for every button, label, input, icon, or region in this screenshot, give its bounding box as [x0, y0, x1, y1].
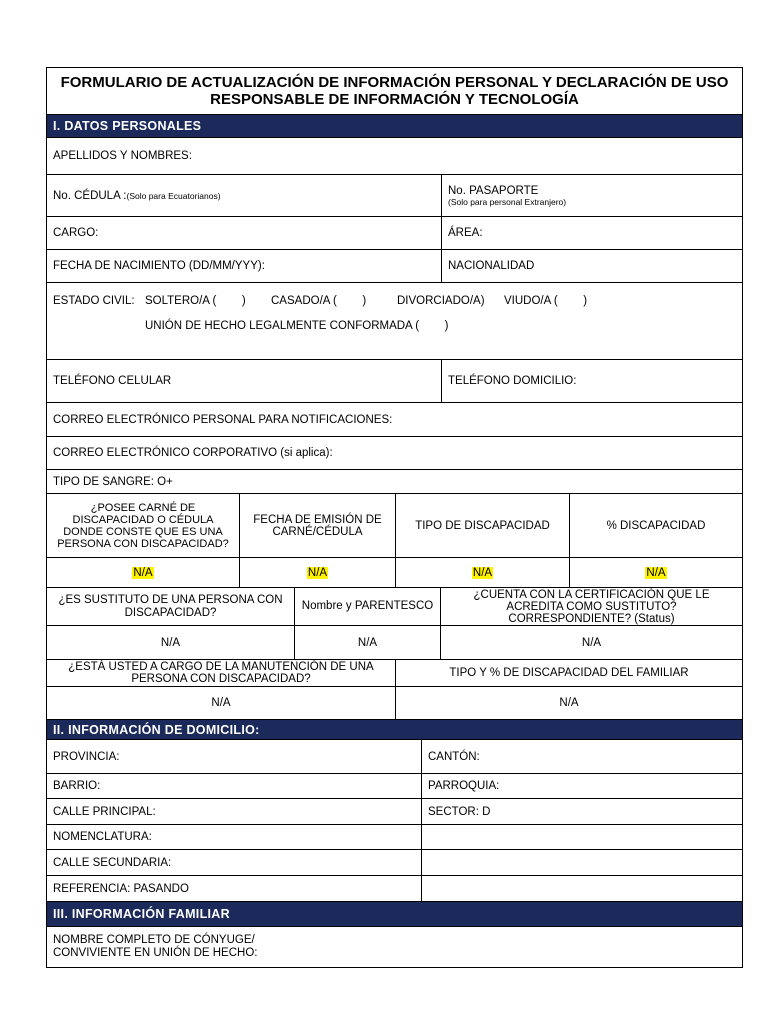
disc-value-tipo-text: N/A — [472, 566, 493, 579]
option-union-hecho[interactable]: UNIÓN DE HECHO LEGALMENTE CONFORMADA ( ) — [145, 320, 449, 332]
pasaporte-label: No. PASAPORTE — [448, 184, 539, 197]
row-cedula-pasaporte — [47, 175, 742, 217]
row-manutencion-values — [47, 687, 742, 720]
nacionalidad-field[interactable]: NACIONALIDAD — [441, 250, 742, 282]
fecha-nacimiento-field[interactable]: FECHA DE NACIMIENTO (DD/MM/YYY): — [53, 260, 265, 272]
section-title: II. INFORMACIÓN DE DOMICILIO: — [47, 720, 742, 739]
row-manutencion-headers — [47, 660, 742, 687]
calle-secundaria-empty-cell — [421, 850, 742, 875]
disc-value-fecha-text: N/A — [307, 566, 328, 579]
referencia-field[interactable]: REFERENCIA: PASANDO — [53, 882, 189, 895]
conyuge-label-line2: CONVIVIENTE EN UNIÓN DE HECHO: — [53, 947, 258, 959]
parroquia-field[interactable]: PARROQUIA: — [421, 774, 742, 798]
sust-header-certificacion: ¿CUENTA CON LA CERTIFICACIÓN QUE LE ACREDITA COMO SUSTITUTO? CORRESPONDIENTE? (Status) — [440, 588, 742, 625]
sust-header-sustituto: ¿ES SUSTITUTO DE UNA PERSONA CON DISCAPACIDAD? — [58, 593, 283, 619]
row-discapacidad-headers — [47, 494, 742, 558]
cedula-label: No. CÉDULA : — [53, 189, 127, 202]
row-telefonos — [47, 360, 742, 403]
tipo-sangre-field[interactable]: TIPO DE SANGRE: O+ — [53, 475, 173, 488]
row-estado-civil — [47, 283, 742, 360]
section-title: III. INFORMACIÓN FAMILIAR — [47, 902, 742, 926]
manut-value-tipo[interactable]: N/A — [395, 687, 742, 719]
section-title: I. DATOS PERSONALES — [47, 115, 742, 137]
row-calle-secundaria — [47, 850, 742, 876]
nomenclatura-field[interactable]: NOMENCLATURA: — [53, 831, 152, 843]
canton-field[interactable]: CANTÓN: — [421, 740, 742, 773]
row-tipo-sangre — [47, 470, 742, 494]
nomenclatura-empty-cell — [421, 825, 742, 849]
correo-personal-field[interactable]: CORREO ELECTRÓNICO PERSONAL PARA NOTIFICACIONES: — [53, 413, 393, 426]
sector-field[interactable]: SECTOR: D — [421, 799, 742, 824]
area-field[interactable]: ÁREA: — [441, 217, 742, 249]
row-correo-corporativo — [47, 437, 742, 470]
estado-civil-label: ESTADO CIVIL: — [53, 295, 135, 307]
disc-value-carne-text: N/A — [133, 566, 153, 579]
cedula-note: (Solo para Ecuatorianos) — [126, 190, 221, 201]
estado-civil-field[interactable] — [47, 283, 742, 359]
telefono-domicilio-field[interactable]: TELÉFONO DOMICILIO: — [441, 360, 742, 402]
calle-principal-field[interactable]: CALLE PRINCIPAL: — [53, 805, 156, 818]
row-calle-sector — [47, 799, 742, 825]
row-conyuge — [47, 927, 742, 967]
section-header-familiar — [47, 902, 742, 927]
disc-value-fecha[interactable] — [239, 558, 395, 587]
option-divorciado[interactable]: DIVORCIADO/A) — [397, 295, 485, 307]
row-fecha-nacionalidad — [47, 250, 742, 283]
row-discapacidad-values — [47, 558, 742, 588]
sust-value-certificacion[interactable]: N/A — [440, 626, 742, 659]
disc-header-tipo: TIPO DE DISCAPACIDAD — [395, 494, 569, 557]
row-barrio-parroquia — [47, 774, 742, 799]
form-title: FORMULARIO DE ACTUALIZACIÓN DE INFORMACIÓN PERSONAL Y DECLARACIÓN DE USO RESPONSABLE DE INFORMACIÓN Y TECNOLOGÍA — [60, 74, 729, 108]
option-casado[interactable]: CASADO/A ( ) — [271, 295, 367, 307]
section-header-domicilio — [47, 720, 742, 740]
pasaporte-note: (Solo para personal Extranjero) — [448, 196, 567, 207]
barrio-field[interactable]: BARRIO: — [53, 780, 101, 792]
section-header-datos-personales — [47, 115, 742, 138]
disc-value-porcentaje[interactable] — [569, 558, 742, 587]
row-referencia — [47, 876, 742, 902]
sust-value-parentesco[interactable]: N/A — [294, 626, 440, 659]
manut-header-cargo: ¿ESTÁ USTED A CARGO DE LA MANUTENCIÓN DE UNA PERSONA CON DISCAPACIDAD? — [68, 661, 374, 685]
disc-header-porcentaje: % DISCAPACIDAD — [569, 494, 742, 557]
telefono-celular-field[interactable]: TELÉFONO CELULAR — [53, 375, 172, 387]
cedula-field[interactable] — [47, 175, 441, 216]
referencia-empty-cell — [421, 876, 742, 901]
option-soltero[interactable]: SOLTERO/A ( ) — [145, 295, 246, 307]
disc-header-carne: ¿POSEE CARNÉ DE DISCAPACIDAD O CÉDULA DONDE CONSTE QUE ES UNA PERSONA CON DISCAPACIDAD? — [57, 501, 229, 550]
cargo-field[interactable]: CARGO: — [53, 227, 99, 239]
row-apellidos — [47, 138, 742, 175]
manut-value-cargo[interactable]: N/A — [211, 697, 231, 709]
sust-header-parentesco: Nombre y PARENTESCO — [294, 588, 440, 625]
row-sustituto-values — [47, 626, 742, 660]
disc-value-carne[interactable] — [47, 558, 239, 587]
manut-header-tipo: TIPO Y % DE DISCAPACIDAD DEL FAMILIAR — [395, 660, 742, 686]
conyuge-label-line1: NOMBRE COMPLETO DE CÓNYUGE/ — [53, 934, 255, 946]
disc-header-fecha: FECHA DE EMISIÓN DE CARNÉ/CÉDULA — [239, 494, 395, 557]
pasaporte-field[interactable] — [441, 175, 742, 216]
row-correo-personal — [47, 403, 742, 437]
correo-corporativo-field[interactable]: CORREO ELECTRÓNICO CORPORATIVO (si aplica): — [53, 447, 333, 459]
provincia-field[interactable]: PROVINCIA: — [53, 750, 120, 763]
disc-value-tipo[interactable] — [395, 558, 569, 587]
form-table — [46, 67, 743, 968]
sust-value-sustituto[interactable]: N/A — [160, 636, 181, 649]
conyuge-field[interactable] — [47, 927, 742, 967]
calle-secundaria-field[interactable]: CALLE SECUNDARIA: — [53, 856, 172, 869]
form-title-row — [47, 68, 742, 115]
disc-value-porcentaje-text: N/A — [646, 566, 666, 579]
row-cargo-area — [47, 217, 742, 250]
apellidos-field[interactable]: APELLIDOS Y NOMBRES: — [53, 150, 192, 162]
option-viudo[interactable]: VIUDO/A ( ) — [504, 295, 588, 307]
row-provincia-canton — [47, 740, 742, 774]
row-sustituto-headers — [47, 588, 742, 626]
row-nomenclatura — [47, 825, 742, 850]
